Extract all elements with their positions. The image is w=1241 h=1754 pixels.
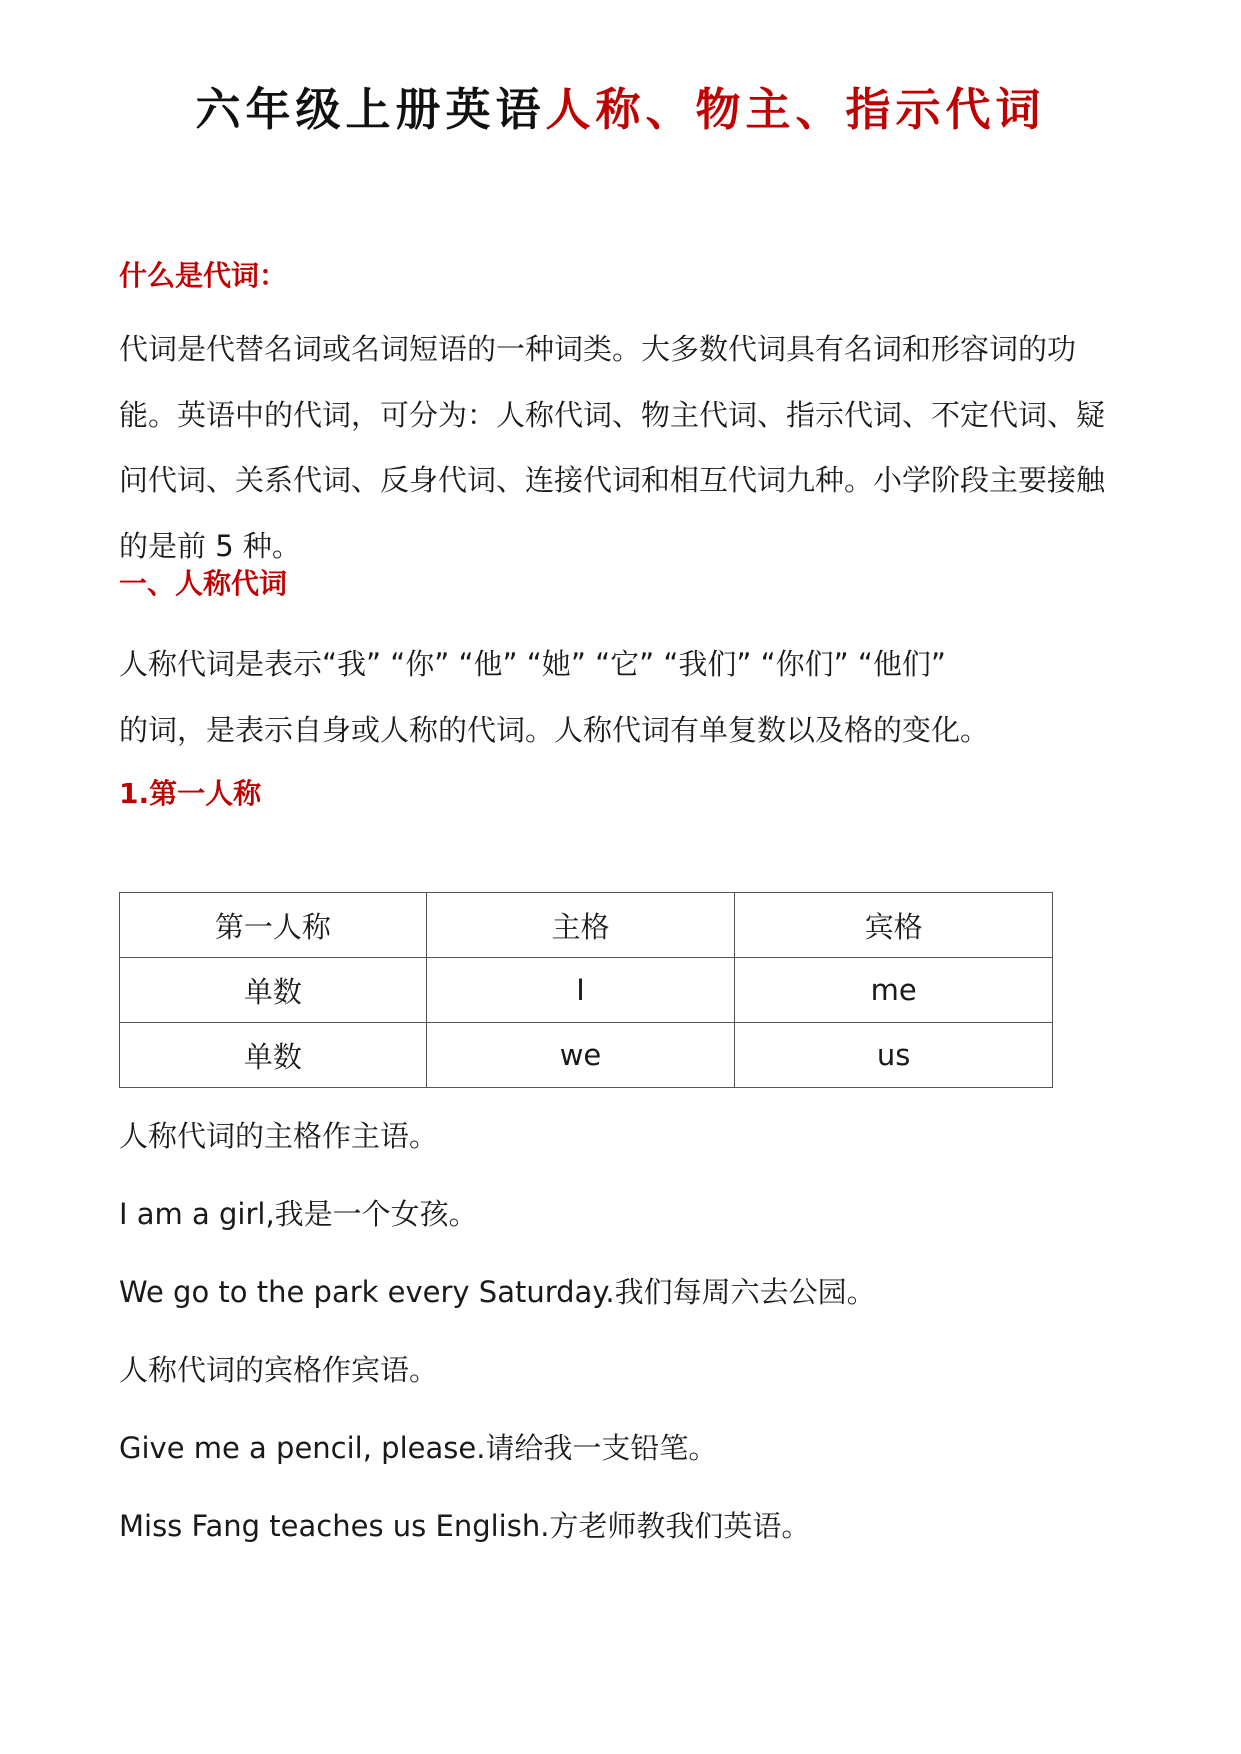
table-cell: I	[426, 958, 735, 1023]
page-title	[0, 80, 1241, 140]
example-sentence: I am a girl,我是一个女孩。	[119, 1197, 478, 1231]
title-red-part: 人称、物主、指示代词	[545, 83, 1046, 136]
heading-what-is-pronoun: 什么是代词：	[119, 259, 288, 292]
heading-personal-pronouns: 一、人称代词	[119, 567, 288, 600]
personal-paragraph-line1: 人称代词是表示“我” “你” “他” “她” “它” “我们” “你们” “他们”	[119, 647, 946, 681]
intro-paragraph: 代词是代替名词或名词短语的一种词类。大多数代词具有名词和形容词的功能。英语中的代词，可分为：人称代词、物主代词、指示代词、不定代词、疑问代词、关系代词、反身代词、连接代词和相互代词九种。小学阶段主要接触的是前 5 种。	[119, 332, 1106, 563]
table-cell: us	[735, 1023, 1053, 1088]
personal-paragraph-line2: 的词，是表示自身或人称的代词。人称代词有单复数以及格的变化。	[119, 713, 990, 747]
example-sentence: Give me a pencil, please.请给我一支铅笔。	[119, 1431, 718, 1465]
table-header-cell: 主格	[426, 893, 735, 958]
object-rule-text: 人称代词的宾格作宾语。	[119, 1353, 439, 1387]
table-cell: 单数	[120, 1023, 427, 1088]
example-sentence: Miss Fang teaches us English.方老师教我们英语。	[119, 1509, 811, 1543]
heading-first-person: 1.第一人称	[119, 777, 262, 810]
table-header-cell: 第一人称	[120, 893, 427, 958]
example-sentence: We go to the park every Saturday.我们每周六去公园。	[119, 1275, 876, 1309]
table-cell: 单数	[120, 958, 427, 1023]
title-black-part: 六年级上册英语	[195, 83, 546, 136]
subject-rule-text: 人称代词的主格作主语。	[119, 1119, 439, 1153]
table-header-row	[120, 893, 1053, 958]
table-row	[120, 958, 1053, 1023]
table-row	[120, 1023, 1053, 1088]
table-cell: me	[735, 958, 1053, 1023]
table-header-cell: 宾格	[735, 893, 1053, 958]
first-person-table	[119, 892, 1053, 1088]
table-cell: we	[426, 1023, 735, 1088]
